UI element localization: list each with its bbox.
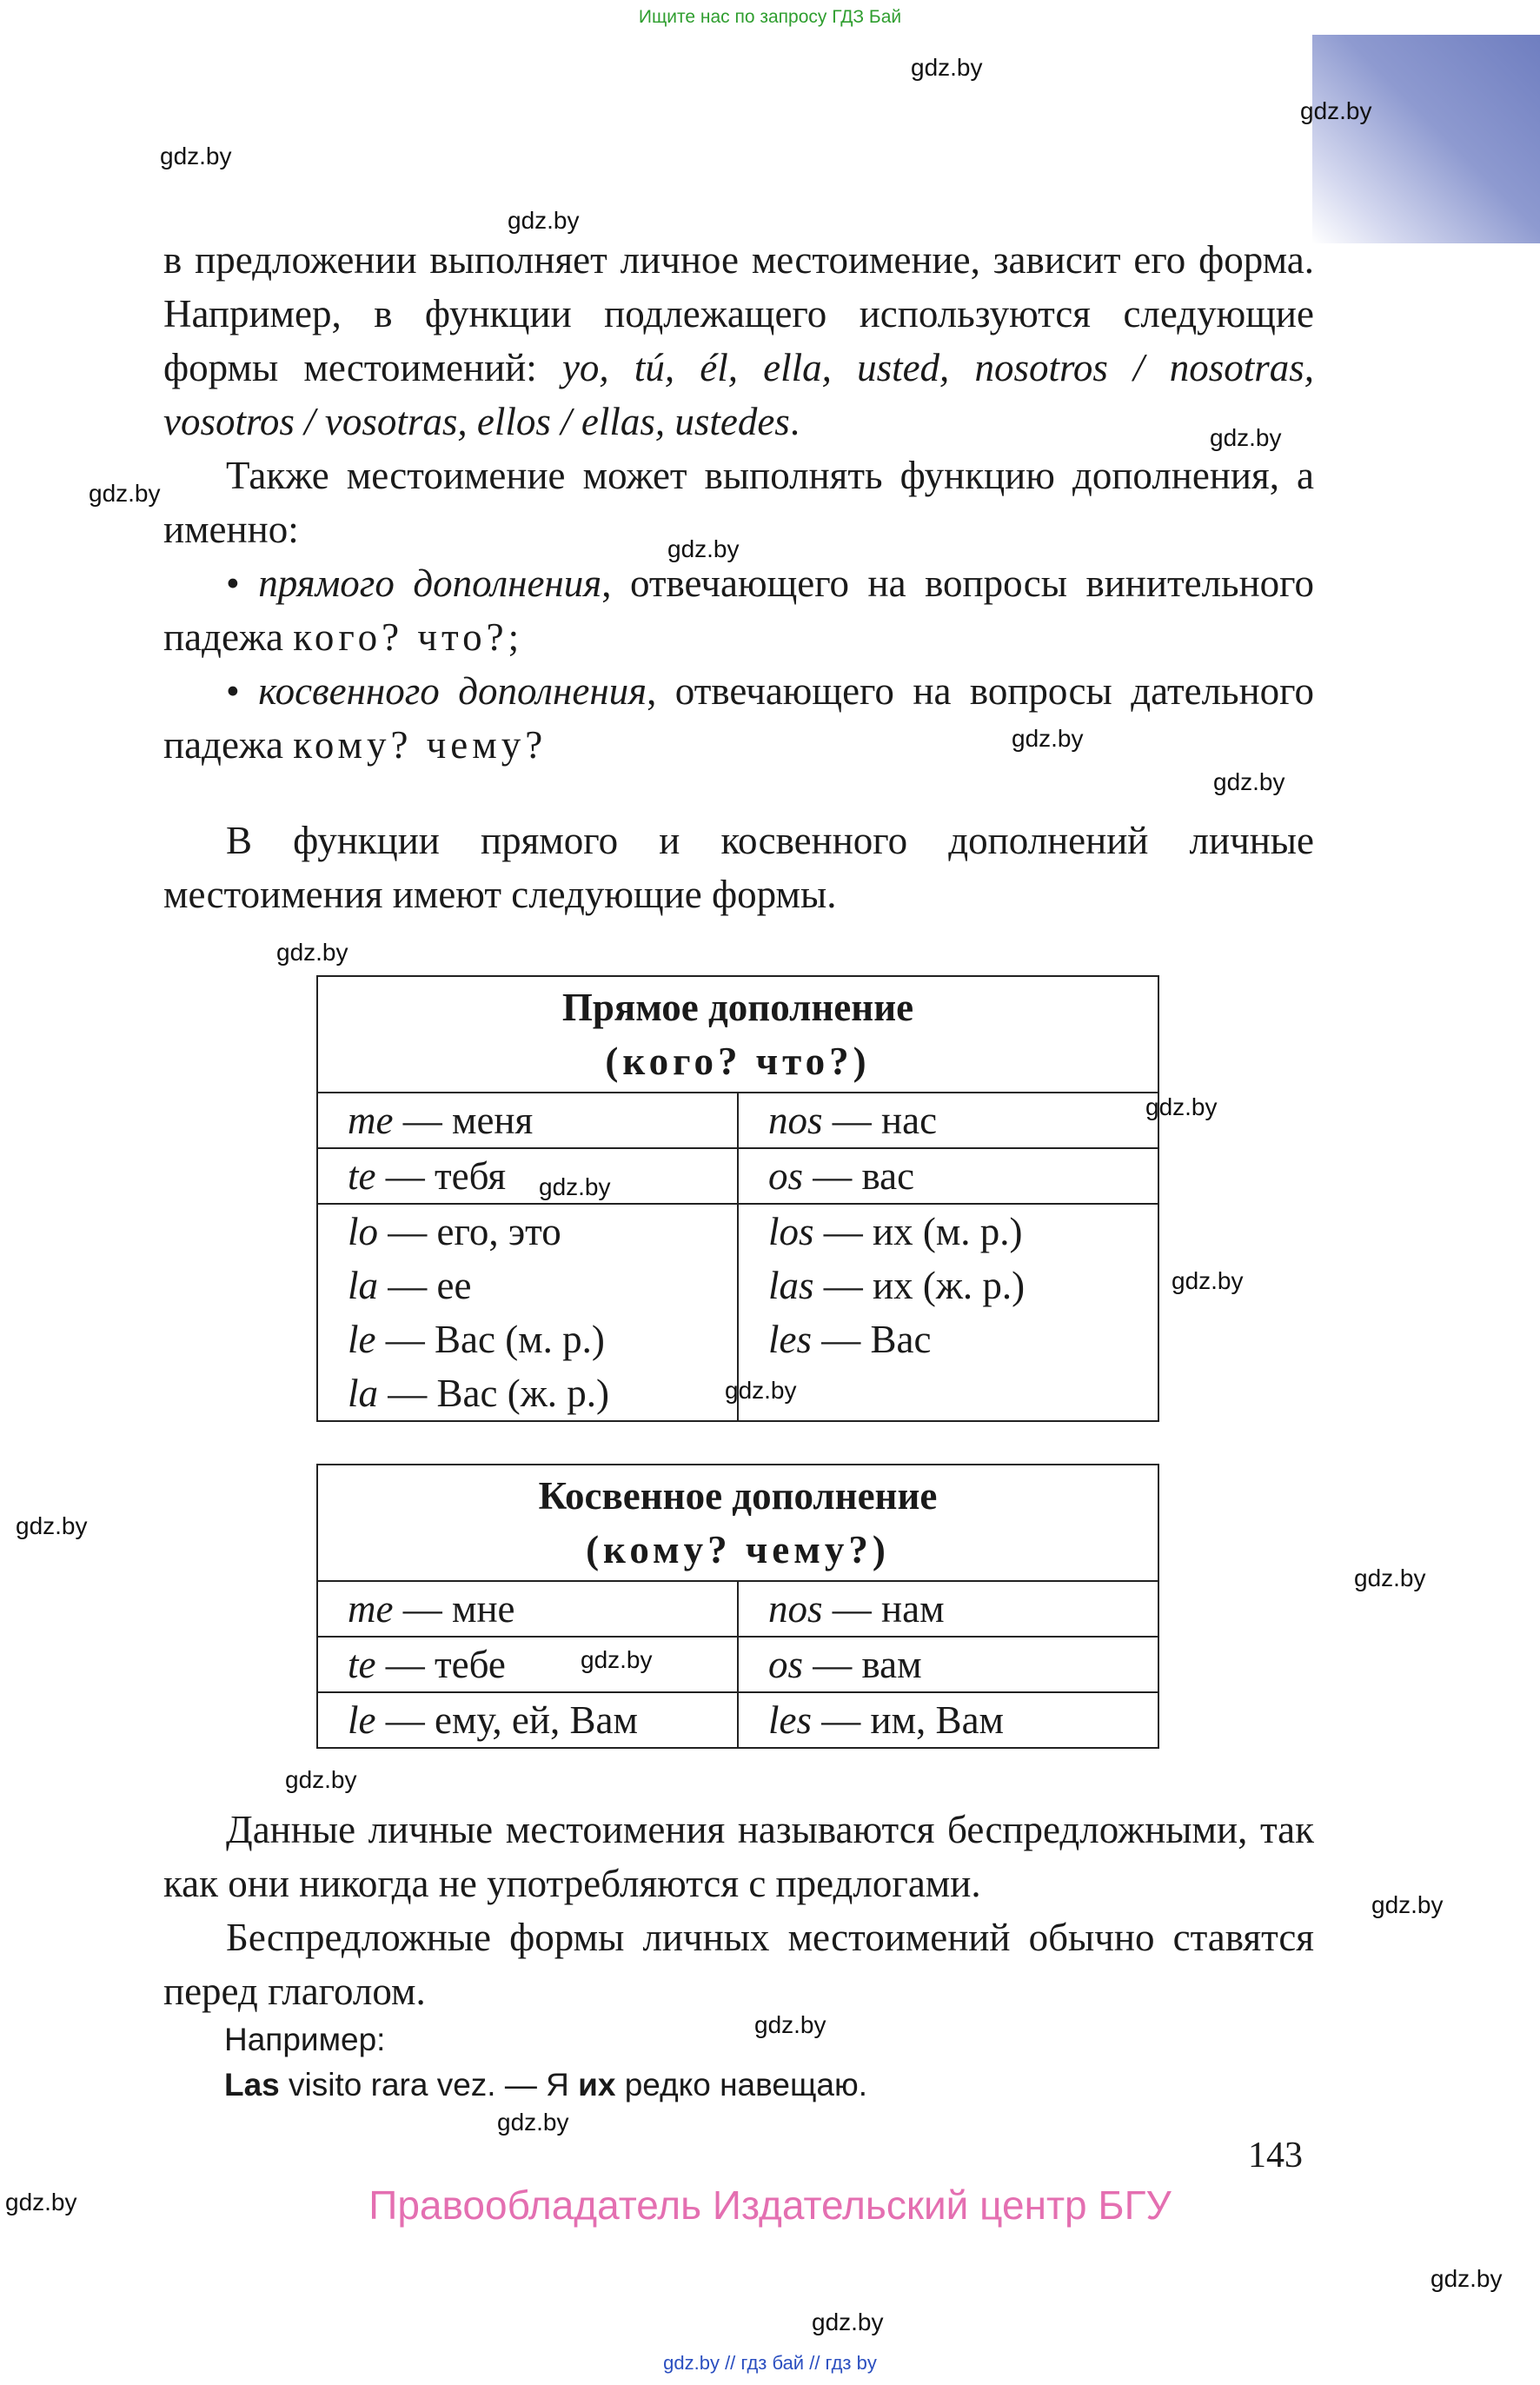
watermark: gdz.by [508, 207, 580, 234]
watermark: gdz.by [1354, 1565, 1426, 1591]
watermark: gdz.by [497, 2109, 569, 2136]
page-number: 143 [1248, 2136, 1303, 2176]
text-block-forms [163, 814, 1314, 921]
direct-object-table [316, 975, 1159, 1422]
table-row: te — тебе os — вам [317, 1637, 1158, 1692]
paragraph-prepositionless: Данные личные местоимения называются беспредложными, так как они никогда не употребляются с предлогами. [163, 1808, 1314, 1905]
watermark: gdz.by [1210, 424, 1282, 451]
paragraph-subject-forms: в предложении выполняет личное местоимение, зависит его форма. Например, в функции подлежащего используются следующие формы местоимений: yo, tú, él, ella, usted, nosotros / nosotras, vosotros / vosotras, ellos / ellas, ustedes. [163, 238, 1314, 443]
watermark: gdz.by [581, 1646, 653, 1673]
bullet-direct-object: • прямого дополнения, отвечающего на вопросы винительного падежа кого? что?; [163, 561, 1314, 659]
watermark: gdz.by [667, 535, 740, 562]
watermark: gdz.by [1145, 1093, 1218, 1120]
watermark: gdz.by [160, 143, 232, 169]
watermark: gdz.by [725, 1377, 797, 1404]
watermark: gdz.by [276, 939, 348, 966]
watermark: gdz.by [1371, 1891, 1444, 1918]
watermark: gdz.by [1430, 2265, 1503, 2292]
watermark: gdz.by [754, 2011, 826, 2038]
table-header: Косвенное дополнение (кому? чему?) [317, 1465, 1158, 1581]
top-banner: Ищите нас по запросу ГДЗ Бай [638, 7, 902, 27]
table-row: te — тебя os — вас [317, 1148, 1158, 1204]
watermark: gdz.by [1012, 725, 1084, 752]
paragraph-forms-intro: В функции прямого и косвенного дополнений личные местоимения имеют следующие формы. [163, 819, 1314, 916]
watermark: gdz.by [1213, 768, 1285, 795]
table-row-group: lo — его, это la — ее le — Вас (м. р.) la — Вас (ж. р.) los — их (м. р.) las — их (ж. р.) les — Вас [317, 1204, 1158, 1421]
text-block-top [163, 233, 1314, 772]
table-row: me — мне nos — нам [317, 1581, 1158, 1637]
watermark: gdz.by [285, 1766, 357, 1793]
watermark: gdz.by [1300, 97, 1372, 124]
table-header: Прямое дополнение (кого? что?) [317, 976, 1158, 1093]
paragraph-object-function: Также местоимение может выполнять функцию дополнения, а именно: [163, 454, 1314, 551]
corner-decoration [1312, 35, 1540, 243]
bullet-indirect-object: • косвенного дополнения, отвечающего на вопросы дательного падежа кому? чему? [163, 669, 1314, 767]
paragraph-position: Беспредложные формы личных местоимений обычно ставятся перед глаголом. [163, 1916, 1314, 2013]
table-row: le — ему, ей, Вам les — им, Вам [317, 1692, 1158, 1748]
watermark: gdz.by [5, 2189, 77, 2216]
table-row: me — меня nos — нас [317, 1093, 1158, 1148]
bottom-links[interactable]: gdz.by // гдз бай // гдз by [663, 2352, 877, 2374]
watermark: gdz.by [1172, 1267, 1244, 1294]
watermark: gdz.by [812, 2309, 884, 2335]
watermark: gdz.by [16, 1512, 88, 1539]
example-label: Например: [224, 2022, 386, 2057]
text-block-bottom [163, 1803, 1314, 2018]
example-sentence: Las visito rara vez. — Я их редко навещаю. [224, 2067, 868, 2103]
indirect-object-table [316, 1464, 1159, 1749]
watermark: gdz.by [89, 480, 161, 507]
copyright-footer: Правообладатель Издательский центр БГУ [368, 2182, 1172, 2228]
watermark: gdz.by [911, 54, 983, 81]
watermark: gdz.by [539, 1173, 611, 1200]
